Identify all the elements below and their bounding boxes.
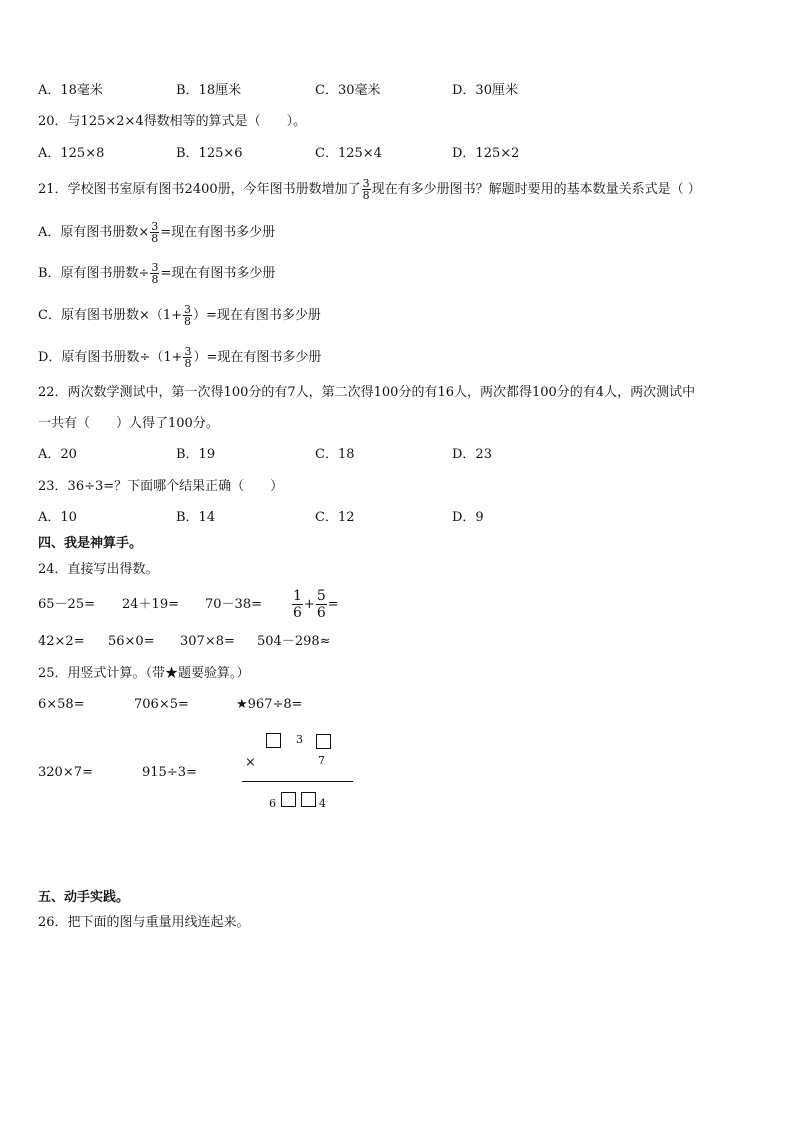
- puzzle-multiplier: 7: [318, 754, 325, 767]
- q21-fraction-den: 8: [362, 189, 370, 202]
- q25-expr-4: 320×7=: [38, 765, 93, 780]
- q22-stem-line2: 一共有（ ）人得了100分。: [38, 416, 219, 431]
- q24-fraction-expr: [291, 586, 339, 624]
- q23-stem: 23．36÷3=？下面哪个结果正确（ ）: [38, 479, 284, 494]
- q21-option-c-fraction-den: 8: [184, 315, 192, 328]
- q21-option-a: [38, 221, 275, 244]
- q21-option-c-fraction-num: 3: [184, 303, 192, 316]
- q19-option-d: D．30厘米: [452, 83, 518, 98]
- q21-fraction-num: 3: [362, 177, 370, 190]
- q21-option-d-fraction: [183, 346, 192, 369]
- q20-option-b: B．125×6: [176, 146, 243, 161]
- q21-option-a-fraction-num: 3: [151, 220, 159, 233]
- q25-expr-2: 706×5=: [134, 697, 189, 712]
- q21-option-d: [38, 346, 321, 369]
- q24-fraction-2: [316, 588, 327, 621]
- q24-fraction-2-num: 5: [316, 588, 326, 604]
- puzzle-top-digit: 3: [296, 733, 303, 746]
- puzzle-result-right: 4: [319, 797, 326, 810]
- q21-option-c-after: ）=现在有图书多少册: [193, 308, 321, 323]
- puzzle-result-left: 6: [269, 797, 276, 810]
- q21-option-a-fraction-den: 8: [151, 232, 159, 245]
- q24-expr-2: 24＋19=: [122, 597, 179, 612]
- q24-fraction-1-num: 1: [293, 588, 302, 604]
- q20-option-c: C．125×4: [315, 146, 382, 161]
- section-5-heading: 五、动手实践。: [38, 890, 130, 905]
- q21-option-d-fraction-num: 3: [184, 345, 192, 358]
- puzzle-times-sign: ×: [245, 755, 256, 770]
- q24-fraction-1-den: 6: [293, 605, 302, 621]
- q22-option-b: B．19: [176, 447, 216, 462]
- q21-option-b-after: =现在有图书多少册: [160, 266, 276, 281]
- q24-expr-6: 307×8=: [180, 634, 235, 649]
- q23-option-d: D．9: [452, 510, 484, 525]
- q21-option-b-text: B．原有图书册数÷: [38, 266, 150, 281]
- q26-stem: 26．把下面的图与重量用线连起来。: [38, 915, 250, 930]
- q21-option-b: [38, 262, 275, 285]
- puzzle-blank-box-2[interactable]: [316, 734, 331, 749]
- q24-equals: =: [327, 597, 339, 612]
- q24-expr-4: 42×2=: [38, 634, 85, 649]
- q22-stem-line1: 22．两次数学测试中，第一次得100分的有7人，第二次得100分的有16人，两次都得100分的有4人，两次测试中: [38, 385, 696, 400]
- q21-option-a-text: A．原有图书册数×: [38, 225, 150, 240]
- q20-stem: 20．与125×2×4得数相等的算式是（ ）。: [38, 114, 307, 129]
- q21-option-c-text: C．原有图书册数×（1+: [38, 308, 183, 323]
- q24-stem: 24．直接写出得数。: [38, 562, 159, 577]
- q25-expr-5: 915÷3=: [142, 765, 197, 780]
- q25-stem: 25．用竖式计算。（带★题要验算。）: [38, 666, 250, 681]
- q19-option-a: A．18毫米: [38, 83, 103, 98]
- q21-stem: [38, 178, 701, 201]
- q23-option-a: A．10: [38, 510, 77, 525]
- q21-option-d-after: ）=现在有图书多少册: [193, 350, 322, 365]
- q21-option-b-fraction-num: 3: [151, 261, 159, 274]
- q21-fraction: [362, 178, 371, 201]
- q24-expr-7: 504－298≈: [257, 634, 331, 649]
- q21-option-c: [38, 304, 321, 327]
- q21-option-a-fraction: [150, 221, 159, 244]
- puzzle-blank-box-3[interactable]: [281, 792, 296, 807]
- q25-expr-1: 6×58=: [38, 697, 85, 712]
- q24-expr-1: 65－25=: [38, 597, 95, 612]
- q24-fraction-2-den: 6: [316, 605, 326, 621]
- q20-option-d: D．125×2: [452, 146, 520, 161]
- q22-option-d: D．23: [452, 447, 492, 462]
- q22-option-c: C．18: [315, 447, 355, 462]
- q21-stem-after: 现在有多少册图书？解题时要用的基本数量关系式是（ ）: [371, 182, 701, 197]
- section-4-heading: 四、我是神算手。: [38, 536, 143, 551]
- q23-option-c: C．12: [315, 510, 355, 525]
- q22-option-a: A．20: [38, 447, 77, 462]
- q24-plus: +: [303, 597, 315, 612]
- q25-expr-3: ★967÷8=: [236, 697, 303, 712]
- q19-option-b: B．18厘米: [176, 83, 242, 98]
- puzzle-blank-box-1[interactable]: [266, 733, 281, 748]
- q19-option-c: C．30毫米: [315, 83, 381, 98]
- q24-fraction-1: [292, 588, 303, 621]
- q23-option-b: B．14: [176, 510, 216, 525]
- q20-option-a: A．125×8: [38, 146, 105, 161]
- q21-option-d-text: D．原有图书册数÷（1+: [38, 350, 183, 365]
- q21-option-b-fraction: [150, 262, 159, 285]
- q21-option-d-fraction-den: 8: [184, 357, 192, 370]
- q24-expr-5: 56×0=: [108, 634, 155, 649]
- puzzle-rule: [242, 781, 353, 782]
- q21-stem-before: 21．学校图书室原有图书2400册，今年图书册数增加了: [38, 182, 361, 197]
- q21-option-a-after: =现在有图书多少册: [160, 225, 276, 240]
- q24-expr-3: 70－38=: [205, 597, 262, 612]
- q21-option-b-fraction-den: 8: [151, 273, 159, 286]
- q21-option-c-fraction: [183, 304, 192, 327]
- puzzle-blank-box-4[interactable]: [301, 792, 316, 807]
